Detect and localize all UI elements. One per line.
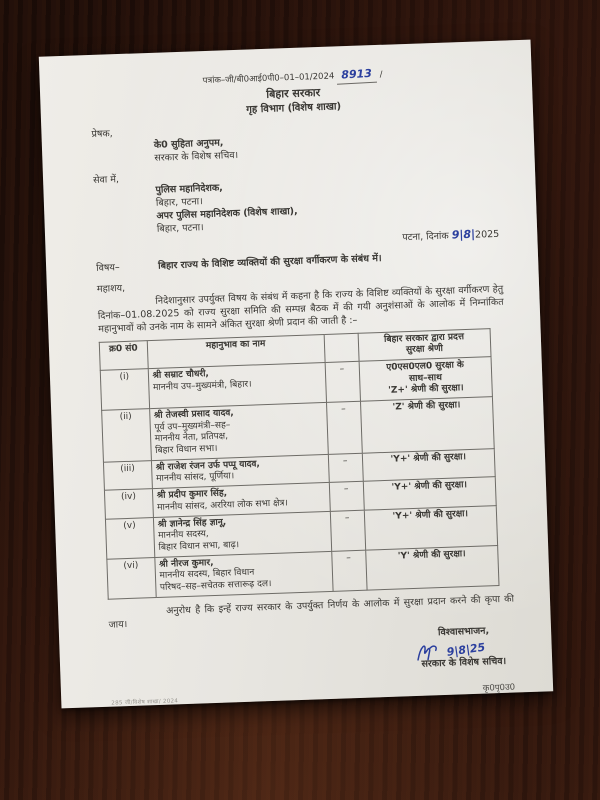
header-security-line1: बिहार सरकार द्वारा प्रदत्त: [383, 331, 465, 345]
page-turn-note: कृ0पृ0उ0: [482, 682, 516, 694]
row-security-line: 'Z' श्रेणी की सुरक्षा।: [392, 400, 461, 413]
sender-title: सरकार के विशेष सचिव।: [154, 149, 239, 164]
row-name: [149, 402, 328, 460]
row-security-line: 'Z+' श्रेणी की सुरक्षा।: [388, 383, 464, 397]
row-serial: (v): [105, 517, 154, 559]
row-name: [154, 551, 332, 597]
row-dash: –: [329, 481, 364, 511]
row-security-line: 'Y+' श्रेणी की सुरक्षा।: [392, 508, 469, 522]
row-serial: (vi): [107, 557, 156, 599]
recipient-block: [93, 160, 501, 238]
subject-text: बिहार राज्य के विशिष्ट व्यक्तियों की सुरक्षा वर्गीकरण के संबंध में।: [157, 252, 382, 272]
row-name-line: माननीय सदस्य,: [158, 529, 209, 542]
row-serial: (ii): [102, 409, 151, 462]
row-name: [148, 362, 326, 408]
body-paragraph: निदेशानुसार उपर्युक्त विषय के संबंध में कहना है कि राज्य के विशिष्ट व्यक्तियों के सुरक्षा वर्गीकरण हेतु दिनांक–01.08.2025 को राज्य सुरक्षा समिति की सम्पन्न बैठक में की गयी अनुशंसाओं के आलोक में निम्नांकित महानुभावों को उनके नाम के सामने अंकित सुरक्षा श्रेणी प्रदान की जाती है :–: [97, 283, 504, 335]
ref-suffix: /: [379, 69, 383, 80]
row-security: [360, 397, 494, 453]
to-label: सेवा में,: [92, 173, 120, 186]
row-name-line: श्री तेजस्वी प्रसाद यादव,: [153, 408, 234, 422]
recipient-line: बिहार, पटना।: [155, 196, 203, 210]
row-security-line: 'Y+' श्रेणी की सुरक्षा।: [391, 480, 468, 493]
header-name: महानुभाव का नाम: [147, 334, 325, 369]
row-dash: –: [326, 401, 362, 454]
row-security-line: 'Y+' श्रेणी की सुरक्षा।: [390, 451, 467, 465]
valediction: विश्वासभाजन,: [437, 625, 490, 639]
signer-title: सरकार के विशेष सचिव।: [421, 655, 507, 670]
row-dash: –: [328, 453, 363, 483]
security-table-body: [100, 357, 499, 599]
sender-name: के0 सुहिता अनुपम,: [153, 137, 224, 151]
closing-paragraph: अनुरोध है कि इन्हें राज्य सरकार के उपर्युक्त निर्णय के आलोक में सुरक्षा प्रदान करने की कृपा की जाय।: [108, 593, 515, 632]
ref-number-handwritten: 8913: [337, 67, 378, 85]
row-name-line: माननीय सांसद, पूर्णिया।: [156, 471, 235, 485]
security-table: [99, 328, 500, 600]
row-security-line: 'Y' श्रेणी की सुरक्षा।: [397, 548, 466, 562]
row-name-line: बिहार विधान सभा।: [155, 443, 218, 457]
signature-date-handwritten: 9|8|25: [446, 640, 487, 659]
row-name-line: श्री ज्ञानेन्द्र सिंह ज्ञानू,: [157, 517, 227, 530]
header-mid: [324, 333, 359, 363]
sender-block: [91, 115, 498, 168]
row-name-line: माननीय उप–मुख्यमंत्री, बिहार।: [152, 379, 252, 393]
header-security-line2: सुरक्षा श्रेणी: [405, 344, 444, 356]
recipient-line: बिहार, पटना।: [156, 222, 204, 235]
row-name-line: पूर्व उप–मुख्यमंत्री–सह–: [154, 420, 231, 433]
header-serial: क्र0 सं0: [99, 340, 148, 370]
row-dash: –: [325, 361, 360, 402]
row-name: [153, 511, 331, 557]
row-dash: –: [331, 550, 366, 591]
row-security-line: ए0एस0एल0 सुरक्षा के: [386, 360, 465, 373]
row-name-line: श्री राजेश रंजन उर्फ पप्पू यादव,: [155, 459, 261, 473]
row-serial: (iv): [104, 489, 153, 519]
ref-prefix: पत्रांक–जी/बी0आई0पी0–01–01/2024: [202, 71, 335, 87]
from-label: प्रेषक,: [91, 128, 113, 141]
government-name: बिहार सरकार: [266, 85, 321, 101]
row-dash: –: [330, 510, 365, 551]
recipient-line: पुलिस महानिदेशक,: [155, 182, 224, 197]
row-name-line: माननीय नेता, प्रतिपक्ष,: [154, 431, 229, 445]
row-serial: (iii): [103, 460, 152, 490]
row-name-line: बिहार विधान सभा, बाढ़।: [158, 539, 240, 553]
row-security-line: साथ–साथ: [408, 372, 443, 384]
row-name-line: श्री नीरज कुमार,: [158, 557, 214, 570]
row-serial: (i): [100, 369, 149, 411]
row-security: [359, 357, 493, 402]
department-name: गृह विभाग (विशेष शाखा): [246, 100, 342, 116]
date-year: 2025: [474, 228, 500, 241]
row-name-line: श्री सम्राट चौधरी,: [152, 369, 210, 381]
row-name-line: श्री प्रदीप कुमार सिंह,: [156, 488, 228, 502]
salutation: महाशय,: [96, 283, 126, 296]
row-name-line: माननीय सदस्य, बिहार विधान: [159, 567, 255, 582]
row-security: [364, 505, 498, 550]
row-name-line: माननीय सांसद, अररिया लोक सभा क्षेत्र।: [157, 498, 289, 513]
subject-label: विषय–: [95, 261, 120, 274]
row-security: [365, 545, 499, 590]
recipient-line: अपर पुलिस महानिदेशक (विशेष शाखा),: [156, 205, 298, 222]
row-name-line: परिषद–सह–सचेतक सत्तारूढ़ दल।: [159, 578, 272, 593]
footer-smallprint: 285 जी/विशेष शाखा/ 2024: [111, 698, 179, 707]
document-paper: [39, 40, 553, 709]
place-date-label: पटना, दिनांक: [402, 230, 449, 243]
date-handwritten: 9|8|: [451, 227, 476, 242]
